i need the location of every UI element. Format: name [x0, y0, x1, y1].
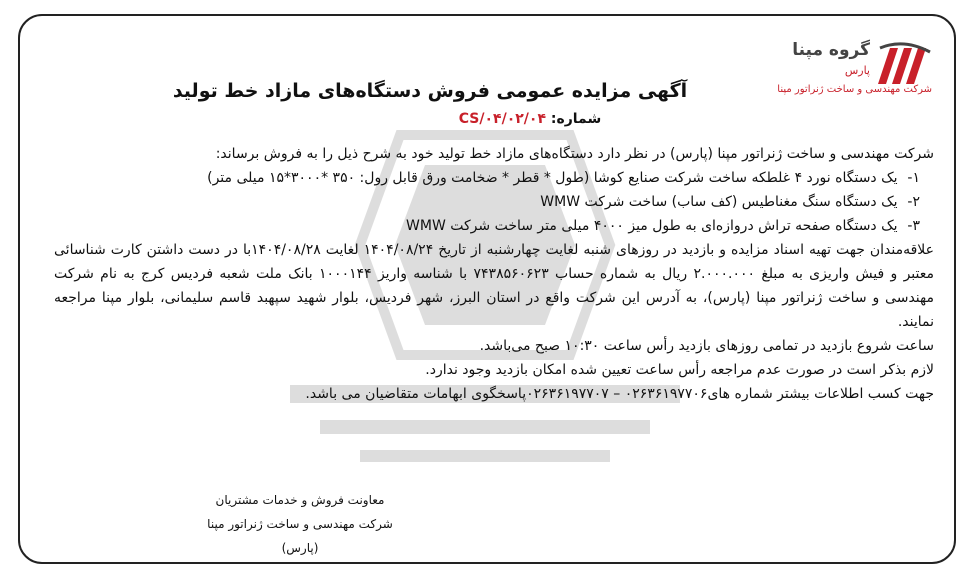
list-item-text: یک دستگاه سنگ مغناطیس (کف ساب) ساخت شرکت WMW	[540, 194, 898, 210]
list-item	[54, 166, 934, 190]
contact-note: جهت کسب اطلاعات بیشتر شماره های۰۲۶۳۶۱۹۷۷۰۶ – ۰۲۶۳۶۱۹۷۷۰۷پاسخگوی ابهامات متقاضیان می باشد.	[305, 386, 934, 402]
notice-title: آگهی مزایده عمومی فروش دستگاه‌های مازاد خط تولید	[172, 80, 688, 102]
notice-number-label: شماره:	[550, 111, 602, 127]
signature-line-2: شرکت مهندسی و ساخت ژنراتور مپنا (پارس)	[207, 517, 393, 555]
logo-name: گروه مپنا	[792, 40, 870, 60]
notice-body	[54, 142, 934, 406]
logo-subname: پارس	[844, 64, 870, 77]
signature-line-1: معاونت فروش و خدمات مشتریان	[215, 493, 385, 507]
company-logo	[742, 38, 932, 104]
list-item-index: ۱-	[907, 170, 920, 186]
mapna-logo-icon	[874, 42, 932, 84]
notice-number-value: CS/۰۴/۰۲/۰۴	[458, 111, 546, 127]
intro-text: شرکت مهندسی و ساخت ژنراتور مپنا (پارس) در نظر دارد دستگاه‌های مازاد خط تولید خود به شرح ذیل را به فروش برساند:	[215, 146, 934, 162]
list-item-text: یک دستگاه نورد ۴ غلطکه ساخت شرکت صنایع کوشا (طول * قطر * ضخامت ورق قابل رول: ۳۵۰ *۳۰۰۰*۱۵ میلی متر)	[207, 170, 898, 186]
list-item-index: ۲-	[907, 194, 920, 210]
list-item-index: ۳-	[907, 218, 920, 234]
visit-time-note: ساعت شروع بازدید در تمامی روزهای بازدید رأس ساعت ۱۰:۳۰ صبح می‌باشد.	[479, 338, 934, 354]
visit-rule-note: لازم بذکر است در صورت عدم مراجعه رأس ساعت تعیین شده امکان بازدید وجود ندارد.	[425, 362, 934, 378]
list-item-text: یک دستگاه صفحه تراش دروازه‌ای به طول میز ۴۰۰۰ میلی متر ساخت شرکت WMW	[406, 218, 898, 234]
details-paragraph: علاقه‌مندان جهت تهیه اسناد مزایده و بازدید در روزهای شنبه لغایت چهارشنبه از تاریخ ۱۴۰۴/۰۸/۲۴ لغایت ۱۴۰۴/۰۸/۲۸با در دست داشتن کارت شناسائی معتبر و فیش واریزی به مبلغ ۲.۰۰۰.۰۰۰ ریال به شماره حساب ۷۴۳۸۵۶۰۶۲۳ با شناسه واریز ۱۰۰۰۱۴۴ بانک ملت شعبه فردیس کرج به نام شرکت مهندسی و ساخت ژنراتور مپنا (پارس)، به آدرس این شرکت واقع در استان البرز، شهر فردیس، بلوار شهید سپهبد قاسم سلیمانی، بلوار مپنا مراجعه نمایند.	[54, 242, 935, 330]
notice-number	[410, 111, 650, 127]
list-item	[54, 214, 934, 238]
logo-description: شرکت مهندسی و ساخت ژنراتور مپنا	[777, 84, 932, 95]
signature-block	[200, 488, 400, 560]
list-item	[54, 190, 934, 214]
